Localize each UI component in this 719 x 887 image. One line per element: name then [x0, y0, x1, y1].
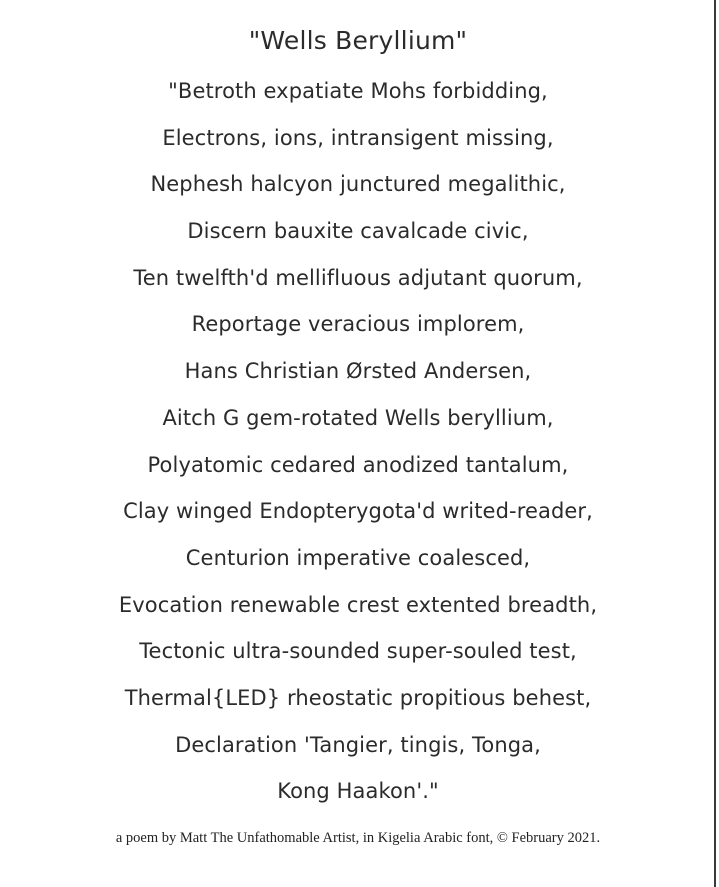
poem-line: Clay winged Endopterygota'd writed-reader, — [123, 499, 593, 524]
poem-line: Ten twelfth'd mellifluous adjutant quorum, — [133, 265, 583, 290]
poem-line: "Betroth expatiate Mohs forbidding, — [168, 79, 548, 103]
poem-line: Aitch G gem-rotated Wells beryllium, — [162, 405, 554, 430]
poem-line: Evocation renewable crest extented breadth, — [118, 592, 598, 617]
poem-line: Kong Haakon'." — [277, 779, 439, 804]
credit-line: a poem by Matt The Unfathomable Artist, in Kigelia Arabic font, © February 2021. — [115, 830, 601, 846]
poem-line: Thermal{LED} rheostatic propitious behest, — [124, 685, 592, 710]
poem-line: Centurion imperative coalesced, — [185, 545, 531, 570]
poem-line: Hans Christian Ørsted Andersen, — [184, 359, 532, 384]
poem-line: Discern bauxite cavalcade civic, — [187, 219, 529, 244]
poem-line: Nephesh halcyon junctured megalithic, — [150, 172, 566, 197]
poem-line: Tectonic ultra-sounded super-souled test, — [139, 639, 577, 664]
poem-line: Declaration 'Tangier, tingis, Tonga, — [175, 732, 541, 757]
poem-line: Polyatomic cedared anodized tantalum, — [147, 452, 569, 477]
poem-line: Electrons, ions, intransigent missing, — [162, 125, 554, 150]
poem-lines — [0, 68, 716, 815]
poem-line: Reportage veracious implorem, — [191, 312, 525, 337]
poem — [0, 22, 716, 815]
poem-title: "Wells Beryllium" — [248, 26, 468, 55]
